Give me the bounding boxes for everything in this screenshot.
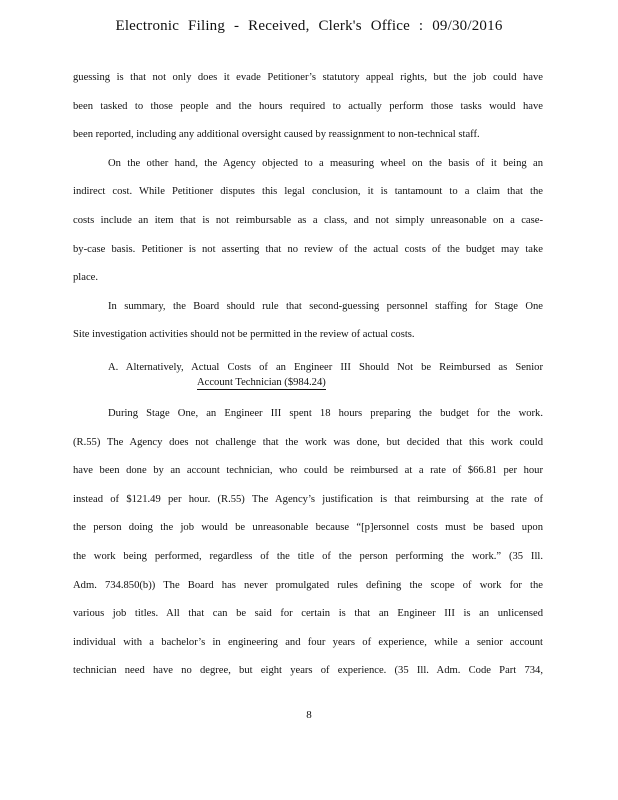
- text-line: guessing is that not only does it evade Petitioner’s statutory appeal rights, but the job could have: [73, 72, 543, 83]
- text-line: Site investigation activities should not be permitted in the review of actual costs.: [73, 329, 415, 341]
- heading-line: [73, 375, 543, 390]
- text-line: the work being performed, regardless of the title of the person performing the work.” (35 Ill.: [73, 550, 543, 562]
- text-line: On the other hand, the Agency objected to a measuring wheel on the basis of it being an: [108, 157, 543, 169]
- section-heading: [73, 358, 543, 400]
- paragraph-engineer-costs: [73, 400, 543, 686]
- text-line: have been done by an account technician, who could be reimbursed at a rate of $66.81 per hour: [73, 465, 543, 477]
- text-line: instead of $121.49 per hour. (R.55) The Agency’s justification is that reimbursing at the rate of: [73, 493, 543, 505]
- page-number: 8: [306, 709, 312, 721]
- text-line: During Stage One, an Engineer III spent 18 hours preparing the budget for the work.: [108, 407, 543, 419]
- paragraph-measuring-wheel: [73, 150, 543, 293]
- text-line: individual with a bachelor’s in engineering and four years of experience, while a senior account: [73, 636, 543, 648]
- text-line: been reported, including any additional oversight caused by reassignment to non-technical staff.: [73, 129, 480, 141]
- text-line: costs include an item that is not reimbursable as a class, and not simply unreasonable on a case-: [73, 214, 543, 226]
- text-line: by-case basis. Petitioner is not asserting that no review of the actual costs of the budget may take: [73, 243, 543, 255]
- text-line: indirect cost. While Petitioner disputes this legal conclusion, it is tantamount to a claim that the: [73, 186, 543, 198]
- text-line: Adm. 734.850(b)) The Board has never promulgated rules defining the scope of work for the: [73, 579, 543, 591]
- text-line: In summary, the Board should rule that second-guessing personnel staffing for Stage One: [108, 300, 543, 312]
- text-line: (R.55) The Agency does not challenge that the work was done, but decided that this work could: [73, 436, 543, 448]
- filing-header: Electronic Filing - Received, Clerk's Office : 09/30/2016: [115, 18, 503, 34]
- text-line: been tasked to those people and the hours required to actually perform those tasks would have: [73, 100, 543, 112]
- text-line: place.: [73, 272, 98, 284]
- heading-underlined-text: Account Technician ($984.24): [197, 376, 326, 388]
- text-line: technician need have no degree, but eight years of experience. (35 Ill. Adm. Code Part 734,: [73, 665, 543, 677]
- paragraph-summary: [73, 293, 543, 350]
- heading-line: A. Alternatively, Actual Costs of an Engineer III Should Not be Reimbursed as Senior: [108, 361, 543, 373]
- document-body: [73, 64, 543, 686]
- text-line: the person doing the job would be unreasonable because “[p]ersonnel costs must be based upon: [73, 522, 543, 534]
- paragraph-continuation: [73, 64, 543, 150]
- section-gap: [73, 350, 543, 358]
- text-line: various job titles. All that can be said for certain is that an Engineer III is an unlicensed: [73, 608, 543, 620]
